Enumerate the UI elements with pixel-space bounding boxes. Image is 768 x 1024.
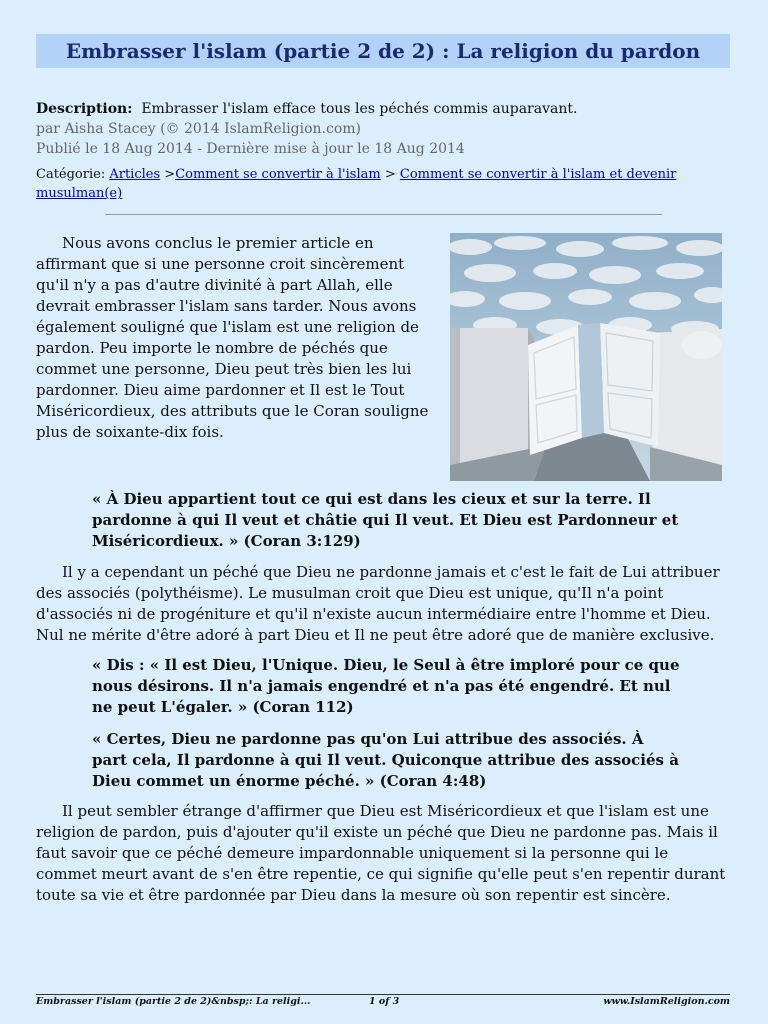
intro-paragraph: Nous avons conclus le premier article en affirmant que si une personne croit sincèrement qu'il n'y a pas d'autre divinité à part Allah, elle devrait embrasser l'islam sans tarder. Nous avons également souligné que l'islam est une religion de pardon. Peu importe le nombre de péchés que commet une personne, Dieu peut très bien les lui pardonner. Dieu aime pardonner et Il est le Tout Miséricordieux, des attributs que le Coran souligne plus de soixante-dix fois.: [36, 234, 429, 441]
category-link-convert[interactable]: Comment se convertir à l'islam: [175, 167, 381, 182]
description-label: Description:: [36, 101, 133, 117]
title-banner: [36, 34, 730, 68]
body-paragraph-repentance: Il peut sembler étrange d'affirmer que Dieu est Miséricordieux et que l'islam est une religion de pardon, puis d'ajouter qu'il existe un péché que Dieu ne pardonne pas. Mais il faut savoir que ce péché demeure impardonnable uniquement si la personne qui le commet meurt avant de s'en être repentie, ce qui signifie qu'elle peut s'en repentir durant toute sa vie et être pardonnée par Dieu dans la mesure où son repentir est sincère.: [36, 802, 726, 904]
article-meta: [36, 99, 726, 159]
category-breadcrumb: [36, 165, 686, 203]
page-footer: [36, 996, 730, 1010]
body-paragraph-polytheism: Il y a cependant un péché que Dieu ne pardonne jamais et c'est le fait de Lui attribuer des associés (polythéisme). Le musulman croit que Dieu est unique, qu'Il n'a point d'associés ni de progéniture et qu'il n'existe aucun intermédiaire entre l'homme et Dieu. Nul ne mérite d'être adoré à part Dieu et Il ne peut être adoré que de manière exclusive.: [36, 563, 720, 644]
quran-quote-3-129: « À Dieu appartient tout ce qui est dans les cieux et sur la terre. Il pardonne à qui Il veut et châtie qui Il veut. Et Dieu est Pardonneur et Miséricordieux. » (Coran 3:129): [92, 490, 679, 550]
footer-divider: [36, 994, 730, 995]
author-line: par Aisha Stacey (© 2014 IslamReligion.com): [36, 121, 362, 137]
category-link-convert-become-muslim[interactable]: Comment se convertir à l'islam et devenir musulman(e): [36, 167, 677, 201]
category-label: Catégorie:: [36, 167, 106, 182]
footer-title: Embrasser l'islam (partie 2 de 2)&nbsp;: La religi...: [36, 996, 311, 1007]
category-link-articles[interactable]: Articles: [109, 167, 161, 182]
article-image-open-doors: [450, 233, 722, 481]
description-text: Embrasser l'islam efface tous les péchés commis auparavant.: [141, 101, 578, 117]
description-line: [36, 99, 726, 119]
breadcrumb-separator: >: [384, 167, 396, 182]
article-title: Embrasser l'islam (partie 2 de 2) : La religion du pardon: [65, 39, 701, 63]
breadcrumb-separator: >: [164, 167, 176, 182]
footer-site: www.IslamReligion.com: [603, 996, 730, 1007]
quran-quote-112: « Dis : « Il est Dieu, l'Unique. Dieu, le Seul à être imploré pour ce que nous désirons. Il n'a jamais engendré et n'a pas été engendré. Et nul ne peut L'égaler. » (Coran 112): [92, 656, 680, 716]
published-line: Publié le 18 Aug 2014 - Dernière mise à jour le 18 Aug 2014: [36, 141, 465, 157]
quran-quote-4-48: « Certes, Dieu ne pardonne pas qu'on Lui attribue des associés. À part cela, Il pardonne à qui Il veut. Quiconque attribue des associés à Dieu commet un énorme péché. » (Coran 4:48): [92, 730, 679, 790]
header-divider: [105, 214, 662, 215]
page-number: 1 of 3: [369, 996, 400, 1007]
